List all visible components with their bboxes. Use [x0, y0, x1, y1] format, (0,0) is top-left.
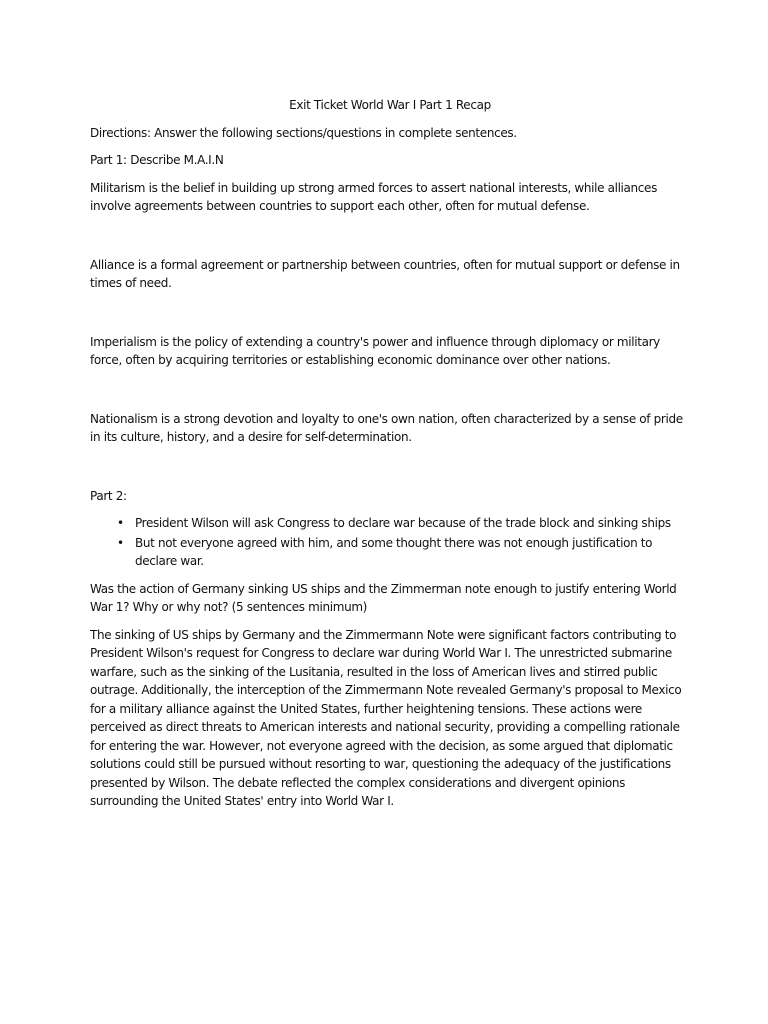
list-item — [90, 514, 690, 533]
bullet-marker: • — [117, 516, 124, 530]
part2-heading: Part 2: — [90, 488, 127, 503]
essay-answer: The sinking of US ships by Germany and the Zimmermann Note were significant factors contributing to President Wilson's request for Congress to declare war during World War I. The unrestricted submarine warfare, such as the sinking of the Lusitania, resulted in the loss of American lives and stirred public outrage. Additionally, the interception of the Zimmermann Note revealed Germany's proposal to Mexico for a military alliance against the United States, further heightening tensions. These actions were perceived as direct threats to American interests and national security, providing a compelling rationale for entering the war. However, not everyone agreed with the decision, as some argued that diplomatic solutions could still be pursued without resorting to war, questioning the adequacy of the justifications presented by Wilson. The debate reflected the complex considerations and divergent opinions surrounding the United States' entry into World War I. — [90, 627, 682, 808]
nationalism-answer: Nationalism is a strong devotion and loyalty to one's own nation, often characterized by a sense of pride in its culture, history, and a desire for self-determination. — [90, 411, 683, 444]
bullet-text: But not everyone agreed with him, and some thought there was not enough justification to declare war. — [135, 535, 653, 568]
document-title: Exit Ticket World War I Part 1 Recap — [289, 98, 491, 112]
document-body — [90, 96, 690, 820]
part2-bullet-list — [90, 514, 690, 571]
bullet-marker: • — [117, 535, 124, 550]
question-text: Was the action of Germany sinking US ships and the Zimmerman note enough to justify entering World War 1? Why or why not? (5 sentences minimum) — [90, 581, 677, 614]
list-item — [90, 534, 690, 571]
directions-text: Directions: Answer the following sections/questions in complete sentences. — [90, 125, 517, 140]
alliance-answer: Alliance is a formal agreement or partnership between countries, often for mutual support or defense in times of need. — [90, 257, 680, 290]
part1-heading: Part 1: Describe M.A.I.N — [90, 153, 224, 167]
bullet-text: President Wilson will ask Congress to declare war because of the trade block and sinking ships — [135, 516, 671, 530]
imperialism-answer: Imperialism is the policy of extending a country's power and influence through diplomacy or military force, often by acquiring territories or establishing economic dominance over other nations. — [90, 334, 660, 367]
militarism-answer: Militarism is the belief in building up strong armed forces to assert national interests, while alliances involve agreements between countries to support each other, often for mutual defense. — [90, 180, 657, 213]
